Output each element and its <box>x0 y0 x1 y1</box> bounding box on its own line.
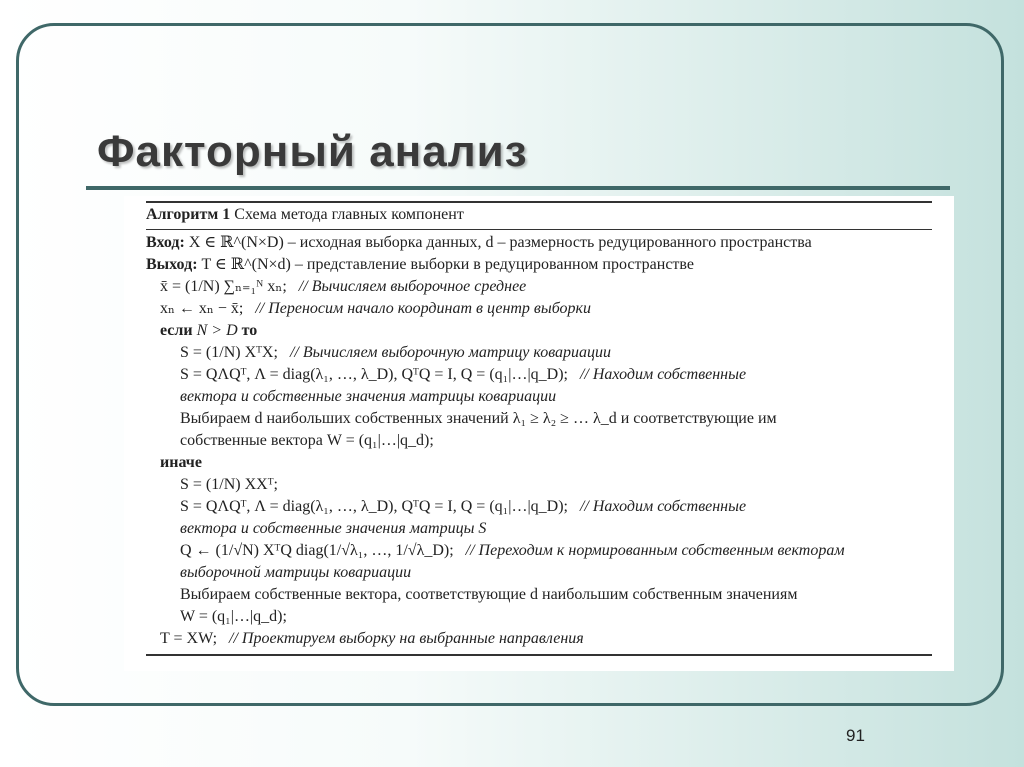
algorithm-bottom-rule <box>146 654 932 656</box>
step-select1 <box>146 408 932 430</box>
step-gram <box>146 474 932 496</box>
step-mean <box>146 276 932 298</box>
step-select1-cont <box>146 430 932 452</box>
step-select2-cont <box>146 606 932 628</box>
eig1-formula: S = QΛQᵀ, Λ = diag(λ₁, …, λ_D), QᵀQ = I, Q = (q₁|…|q_D); <box>180 366 568 383</box>
gram-formula: S = (1/N) XXᵀ; <box>180 476 278 493</box>
step-if <box>146 320 932 342</box>
slide-title: Факторный анализ <box>97 127 528 176</box>
if-condition: N > D <box>196 322 238 339</box>
algorithm-box <box>124 196 954 671</box>
else-keyword: иначе <box>160 454 202 471</box>
title-underline <box>86 186 950 190</box>
algorithm-header-label: Алгоритм 1 <box>146 206 231 223</box>
project-formula: T = XW; <box>160 630 218 647</box>
step-eig1 <box>146 364 932 386</box>
step-normalize <box>146 540 932 562</box>
page-number: 91 <box>846 726 865 745</box>
select2-line1: Выбираем собственные вектора, соответствующие d наибольшим собственным значениям <box>180 586 798 603</box>
eig2-comment-cont: вектора и собственные значения матрицы S <box>180 520 487 537</box>
step-cov <box>146 342 932 364</box>
mean-comment: // Вычисляем выборочное среднее <box>298 278 527 295</box>
output-label: Выход: <box>146 256 198 273</box>
select2-line2: W = (q₁|…|q_d); <box>180 608 287 625</box>
input-text: X ∈ ℝ^(N×D) – исходная выборка данных, d – размерность редуцированного пространства <box>188 234 812 251</box>
step-eig2-cont <box>146 518 932 540</box>
step-eig2 <box>146 496 932 518</box>
step-center <box>146 298 932 320</box>
algorithm-header <box>146 204 932 226</box>
center-comment: // Переносим начало координат в центр выборки <box>255 300 592 317</box>
select1-line1: Выбираем d наибольших собственных значений λ₁ ≥ λ₂ ≥ … λ_d и соответствующие им <box>180 410 777 427</box>
center-formula: xₙ ← xₙ − x̄; <box>160 300 244 317</box>
step-else <box>146 452 932 474</box>
norm-formula: Q ← (1/√N) XᵀQ diag(1/√λ₁, …, 1/√λ_D); <box>180 542 454 559</box>
algorithm-header-text: Схема метода главных компонент <box>234 206 464 223</box>
step-project <box>146 628 932 650</box>
norm-comment: // Переходим к нормированным собственным векторам <box>465 542 845 559</box>
algorithm-output <box>146 254 932 276</box>
step-select2 <box>146 584 932 606</box>
select1-line2: собственные вектора W = (q₁|…|q_d); <box>180 432 434 449</box>
then-keyword: то <box>241 322 258 339</box>
step-eig1-cont <box>146 386 932 408</box>
eig2-comment: // Находим собственные <box>579 498 747 515</box>
if-keyword: если <box>160 322 193 339</box>
norm-comment-cont: выборочной матрицы ковариации <box>180 564 412 581</box>
step-normalize-cont <box>146 562 932 584</box>
eig2-formula: S = QΛQᵀ, Λ = diag(λ₁, …, λ_D), QᵀQ = I, Q = (q₁|…|q_D); <box>180 498 568 515</box>
algorithm-input <box>146 232 932 254</box>
cov-formula: S = (1/N) XᵀX; <box>180 344 278 361</box>
eig1-comment: // Находим собственные <box>579 366 747 383</box>
algorithm-top-rule <box>146 201 932 203</box>
algorithm-header-rule <box>146 229 932 230</box>
output-text: T ∈ ℝ^(N×d) – представление выборки в редуцированном пространстве <box>201 256 694 273</box>
mean-formula: x̄ = (1/N) ∑ₙ₌₁ᴺ xₙ; <box>160 278 287 295</box>
input-label: Вход: <box>146 234 185 251</box>
eig1-comment-cont: вектора и собственные значения матрицы ковариации <box>180 388 557 405</box>
project-comment: // Проектируем выборку на выбранные направления <box>229 630 584 647</box>
cov-comment: // Вычисляем выборочную матрицу ковариации <box>289 344 612 361</box>
